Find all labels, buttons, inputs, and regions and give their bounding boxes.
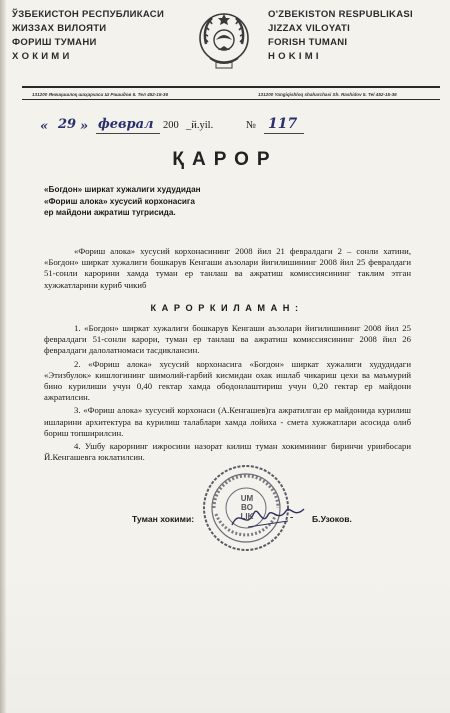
signatory-name: Б.Узоков. — [312, 514, 352, 524]
stamp-text-2: BO — [241, 503, 253, 512]
subject-line-3: ер майдони ажратиш тугрисида. — [44, 208, 176, 217]
letterhead-left-line-3: ФОРИШ ТУМАНИ — [12, 37, 97, 48]
handwritten-signature-icon — [228, 497, 308, 537]
date-quote-open: « — [40, 119, 49, 134]
subject-line-1: «Богдон» ширкат хужалиги худудидан — [44, 185, 201, 194]
state-emblem-icon — [196, 6, 252, 76]
letterhead-left-line-1: ЎЗБЕКИСТОН РЕСПУБЛИКАСИ — [12, 9, 165, 20]
intro-text: «Фориш алока» хусусий корхонасининг 2008 йил 21 февралдаги 2 – сонли хатини, «Богдон» ширкат хужалиги бошкарув Кенгаши аъзолари йигилишининг 2008 йил 25 февралдаги 51-сонли карорини хамда туман ер танлаш ва ажратиш комиссиясининг таклим этган хужжатларини куриб чикиб — [44, 246, 411, 290]
date-day: 29 — [58, 117, 77, 132]
decision-item-1: 1. «Богдон» ширкат хужалиги бошкарув Кенгаши аъзолари йигилишининг 2008 йил 25 февралдаги 51-сонли карори, туман ер танлаш ва ажратиш комиссиясининг 2008 йил 26 февралдаги далолатномаси тасдиклансин. — [44, 323, 411, 356]
address-right: 131200 Yangiqishloq shaharchasi Sh. Rashidov 5. Tel 452-15-36 — [258, 92, 397, 97]
scan-shading — [0, 570, 450, 713]
signature-dash: - — [290, 512, 294, 523]
month-underline — [96, 133, 160, 134]
signatory-title: Туман хокими: — [132, 514, 195, 524]
number-underline — [264, 133, 304, 134]
letterhead-left — [12, 8, 177, 64]
letterhead-right-line-1: O'ZBEKISTON RESPUBLIKASI — [268, 9, 413, 20]
document-title: ҚАРОР — [172, 149, 278, 170]
letterhead-rule-top — [22, 86, 440, 88]
stamp-text-1: UM — [240, 494, 254, 503]
subject-line-2: «Фориш алока» хусусий корхонасига — [44, 196, 195, 206]
date-line — [36, 116, 416, 138]
number-label: № — [246, 120, 257, 131]
letterhead-right-line-4: H O K I M I — [268, 51, 319, 62]
decision-item-3: 3. «Фориш алока» хусусий корхонаси (А.Кенгашев)га ажратилган ер майдонида курилиш ишларини архитектура ва курилиш талаблари хамда лойиха - смета хужжатлари асосида олиб бориш топширилсин. — [44, 405, 411, 438]
decision-items — [44, 323, 411, 465]
letterhead-rule-bottom — [22, 99, 440, 100]
document-number: 117 — [268, 116, 298, 132]
date-month: феврал — [98, 117, 154, 132]
letterhead-left-line-2: ЖИЗЗАХ ВИЛОЯТИ — [12, 23, 107, 34]
address-left: 131200 Янгиқишлоқ шаҳарчаси Ш Рашидов 5. Тел 452-15-36 — [32, 92, 169, 97]
intro-paragraph — [44, 246, 411, 293]
subject-block — [44, 184, 304, 219]
letterhead-right — [268, 8, 433, 64]
stamp-text-3: LIK — [240, 512, 254, 521]
decision-item-4: 4. Ушбу карорнинг ижросини назорат килиш туман хокимининг биринчи уринбосари Й.Кенгашевга юклатилсин. — [44, 441, 411, 463]
date-quote-close: » — [80, 119, 89, 134]
letterhead-right-line-3: FORISH TUMANI — [268, 37, 348, 48]
date-year: 200 — [163, 120, 179, 131]
date-year-suffix: _й.yil. — [186, 120, 214, 131]
letterhead-right-line-2: JIZZAX VILOYATI — [268, 23, 351, 34]
letterhead-left-line-4: Х О К И М И — [12, 51, 70, 62]
decision-heading: К А Р О Р К И Л А М А Н : — [150, 303, 300, 313]
decision-item-2: 2. «Фориш алока» хусусий корхонасига «Богдон» ширкат хужалиги худудидаги «Этизбулок» кишлогининг шимолий-гарбий кисмидан охак ишлаб чикариш цехи ва маъмурий бино курилиши учун 0,40 гектар хамда ободонлаштириш учун 0,20 гектар ер майдони ажратилсин. — [44, 358, 411, 403]
